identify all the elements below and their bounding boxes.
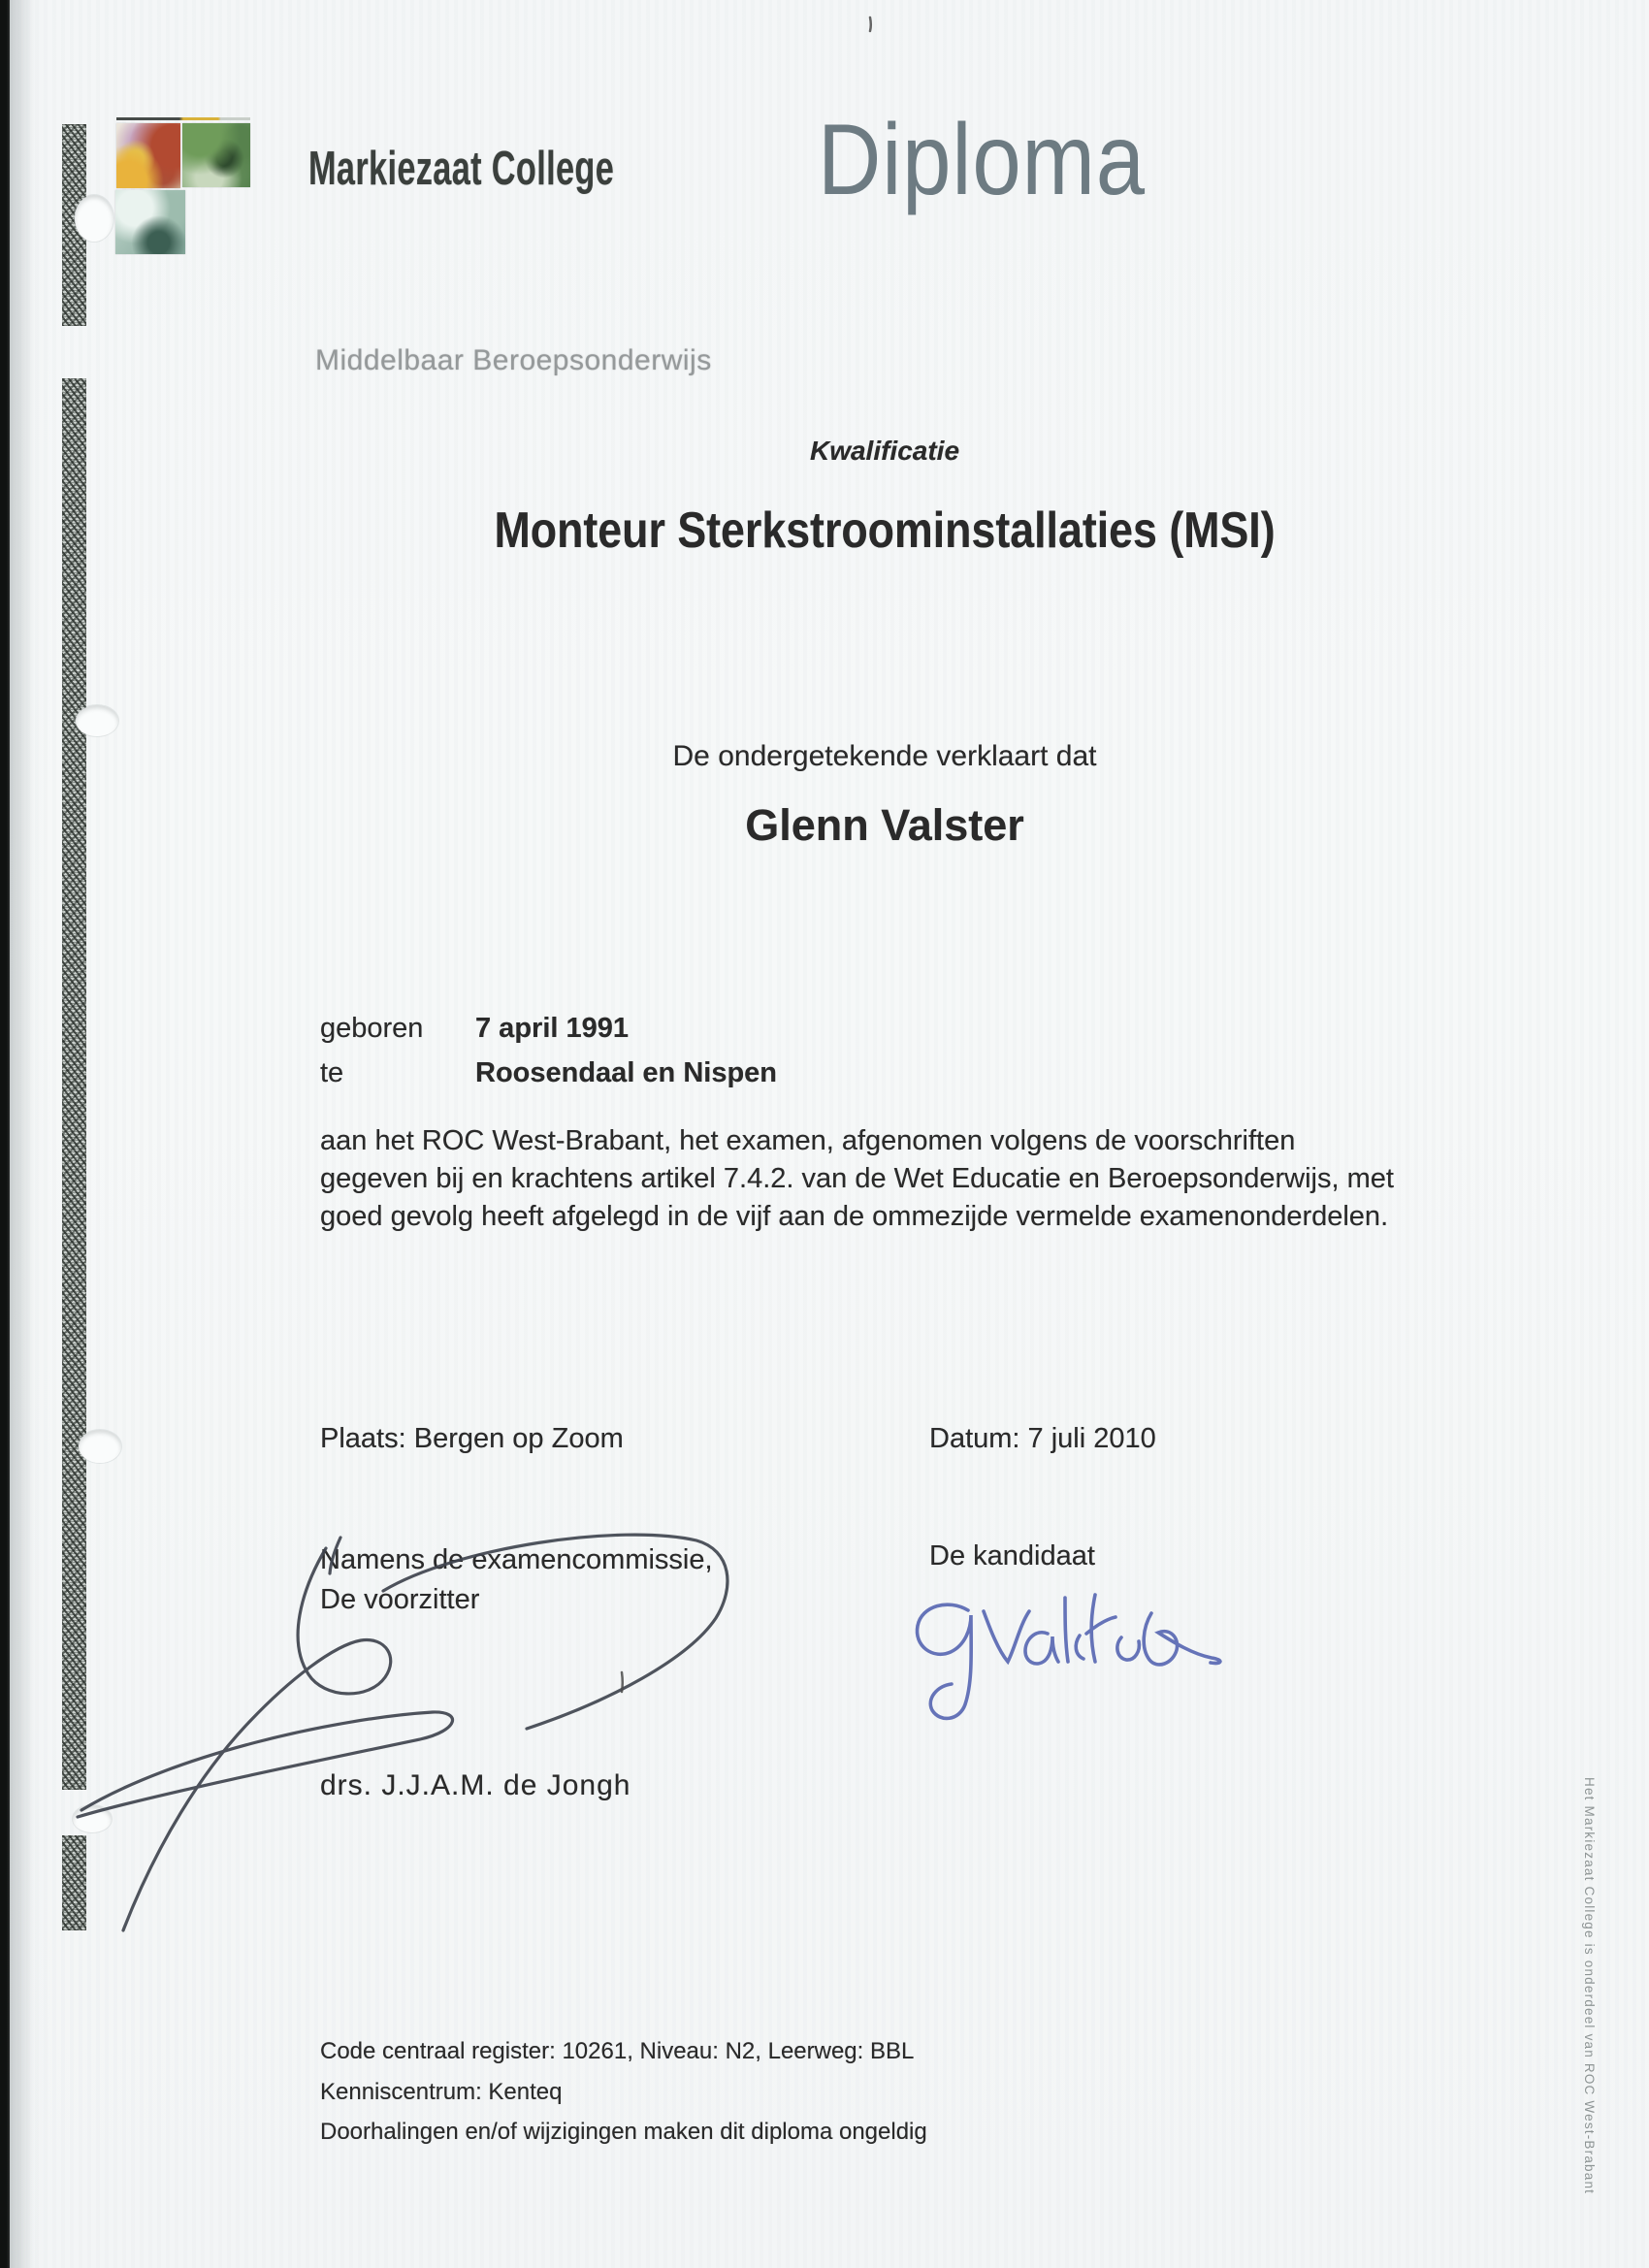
declaration-body-line: aan het ROC West-Brabant, het examen, afgenomen volgens de voorschriften bbox=[320, 1125, 1296, 1156]
issue-place-label: Plaats: bbox=[320, 1423, 406, 1454]
birth-date-value: 7 april 1991 bbox=[475, 1013, 629, 1044]
qualification-title-text: Monteur Sterkstroominstallaties (MSI) bbox=[494, 502, 1276, 559]
issue-place-line bbox=[320, 1423, 624, 1455]
punch-hole bbox=[73, 1805, 112, 1832]
qualification-title bbox=[320, 502, 1449, 560]
issue-date-value: 7 juli 2010 bbox=[1027, 1423, 1156, 1454]
punch-hole bbox=[76, 705, 118, 736]
security-strip-segment bbox=[62, 378, 86, 1790]
logo-photo-tile-orange bbox=[116, 123, 180, 188]
qualification-label: Kwalificatie bbox=[809, 436, 960, 466]
candidate-label: De kandidaat bbox=[929, 1540, 1095, 1571]
scan-edge-shadow bbox=[10, 0, 50, 2268]
candidate-name: Glenn Valster bbox=[745, 800, 1024, 850]
logo-photo-tile-teal bbox=[115, 190, 185, 254]
committee-role-block bbox=[320, 1540, 713, 1620]
issue-date-label: Datum: bbox=[929, 1423, 1020, 1454]
declaration-body-line: goed gevolg heeft afgelegd in de vijf aan de ommezijde vermelde examenonderdelen. bbox=[320, 1201, 1389, 1232]
committee-role-line2: De voorzitter bbox=[320, 1584, 480, 1615]
issue-place-value: Bergen op Zoom bbox=[413, 1423, 624, 1454]
document-title: Diploma bbox=[818, 104, 1146, 216]
committee-signer-name: drs. J.J.A.M. de Jongh bbox=[320, 1769, 631, 1801]
birth-place-value: Roosendaal en Nispen bbox=[475, 1057, 778, 1088]
logo-top-rule bbox=[116, 117, 250, 120]
committee-role-line1: Namens de examencommissie, bbox=[320, 1544, 713, 1575]
college-brand-name: Markiezaat College bbox=[308, 143, 615, 195]
logo-photo-tile-green bbox=[182, 123, 250, 187]
scan-edge-bar bbox=[0, 0, 10, 2268]
side-note-vertical: Het Markiezaat College is onderdeel van ROC West-Brabant bbox=[1582, 1777, 1597, 2195]
security-strip-segment bbox=[62, 1835, 86, 1930]
footer-kenniscentrum-line: Kenniscentrum: Kenteq bbox=[320, 2079, 563, 2105]
candidate-signature bbox=[917, 1595, 1219, 1718]
birth-date-label: geboren bbox=[320, 1013, 424, 1044]
birth-place-label: te bbox=[320, 1057, 344, 1088]
small-pen-tick bbox=[622, 17, 871, 1692]
issue-date-line bbox=[929, 1423, 1156, 1455]
punch-hole bbox=[75, 195, 113, 242]
punch-hole bbox=[79, 1430, 121, 1463]
education-type-subtitle: Middelbaar Beroepsonderwijs bbox=[315, 344, 712, 376]
declaration-intro: De ondergetekende verklaart dat bbox=[672, 740, 1097, 772]
footer-register-line: Code centraal register: 10261, Niveau: N2, Leerweg: BBL bbox=[320, 2038, 915, 2064]
footer-validity-line: Doorhalingen en/of wijzigingen maken dit diploma ongeldig bbox=[320, 2119, 927, 2145]
declaration-body-line: gegeven bij en krachtens artikel 7.4.2. van de Wet Educatie en Beroepsonderwijs, met bbox=[320, 1163, 1394, 1194]
